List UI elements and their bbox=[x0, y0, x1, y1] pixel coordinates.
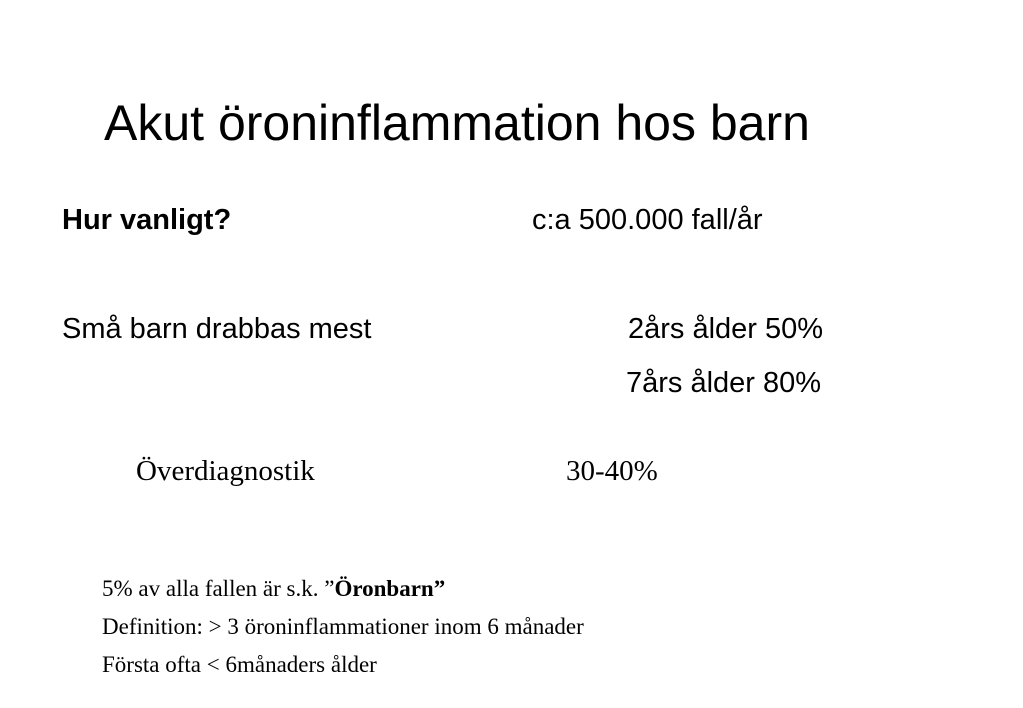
overdiagnosis-label: Överdiagnostik bbox=[136, 455, 315, 487]
note-line-1-bold: Öronbarn” bbox=[334, 576, 446, 601]
note-line-2: Definition: > 3 öroninflammationer inom 6 månader bbox=[102, 614, 584, 639]
age-7-stat: 7års ålder 80% bbox=[626, 367, 822, 399]
slide-title: Akut öroninflammation hos barn bbox=[104, 95, 810, 151]
age-2-stat: 2års ålder 50% bbox=[628, 313, 824, 345]
note-line-1-prefix: 5% av alla fallen är s.k. ” bbox=[102, 576, 335, 601]
note-line-3: Första ofta < 6månaders ålder bbox=[102, 652, 377, 677]
question-label: Hur vanligt? bbox=[62, 204, 232, 236]
overdiagnosis-value: 30-40% bbox=[566, 455, 658, 487]
note-line-1 bbox=[102, 577, 445, 600]
frequency-value: c:a 500.000 fall/år bbox=[532, 204, 763, 236]
age-group-label: Små barn drabbas mest bbox=[62, 313, 372, 345]
